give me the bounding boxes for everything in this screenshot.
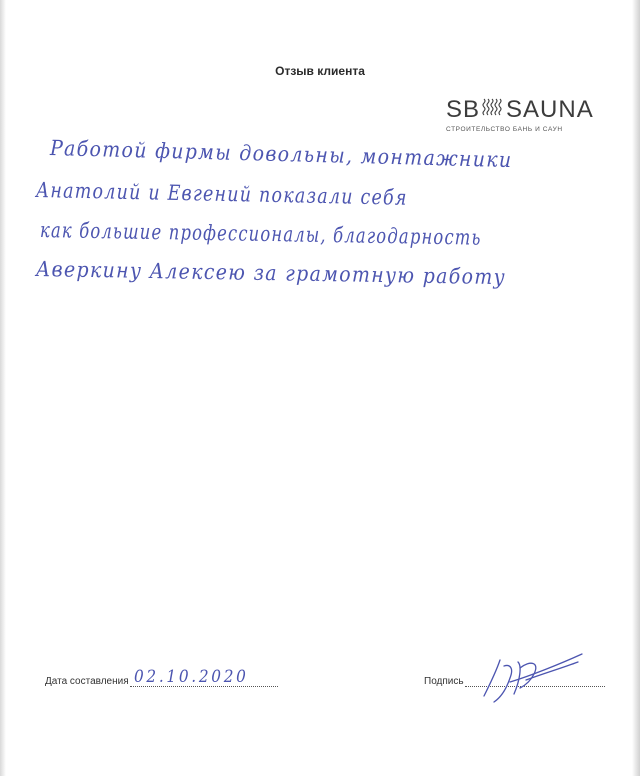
handwritten-signature [470,646,590,706]
signature-label: Подпись [424,676,464,687]
logo-brand-right: SAUNA [506,96,594,123]
review-line: Аверкину Алексею за грамотную работу [35,257,507,290]
review-line: как большие профессионалы, благодарность [39,218,482,250]
review-line: Работой фирмы довольны, монтажники [49,136,513,173]
handwritten-review [0,0,640,330]
logo-tagline: СТРОИТЕЛЬСТВО БАНЬ И САУН [446,126,563,133]
document-title: Отзыв клиента [275,64,365,78]
date-field[interactable] [130,667,278,687]
review-line: Анатолий и Евгений показали себя [35,178,408,210]
date-label: Дата составления [45,676,129,687]
logo-brand-left: SB [446,96,481,123]
date-row [45,667,278,687]
date-value: 02.10.2020 [133,667,249,687]
